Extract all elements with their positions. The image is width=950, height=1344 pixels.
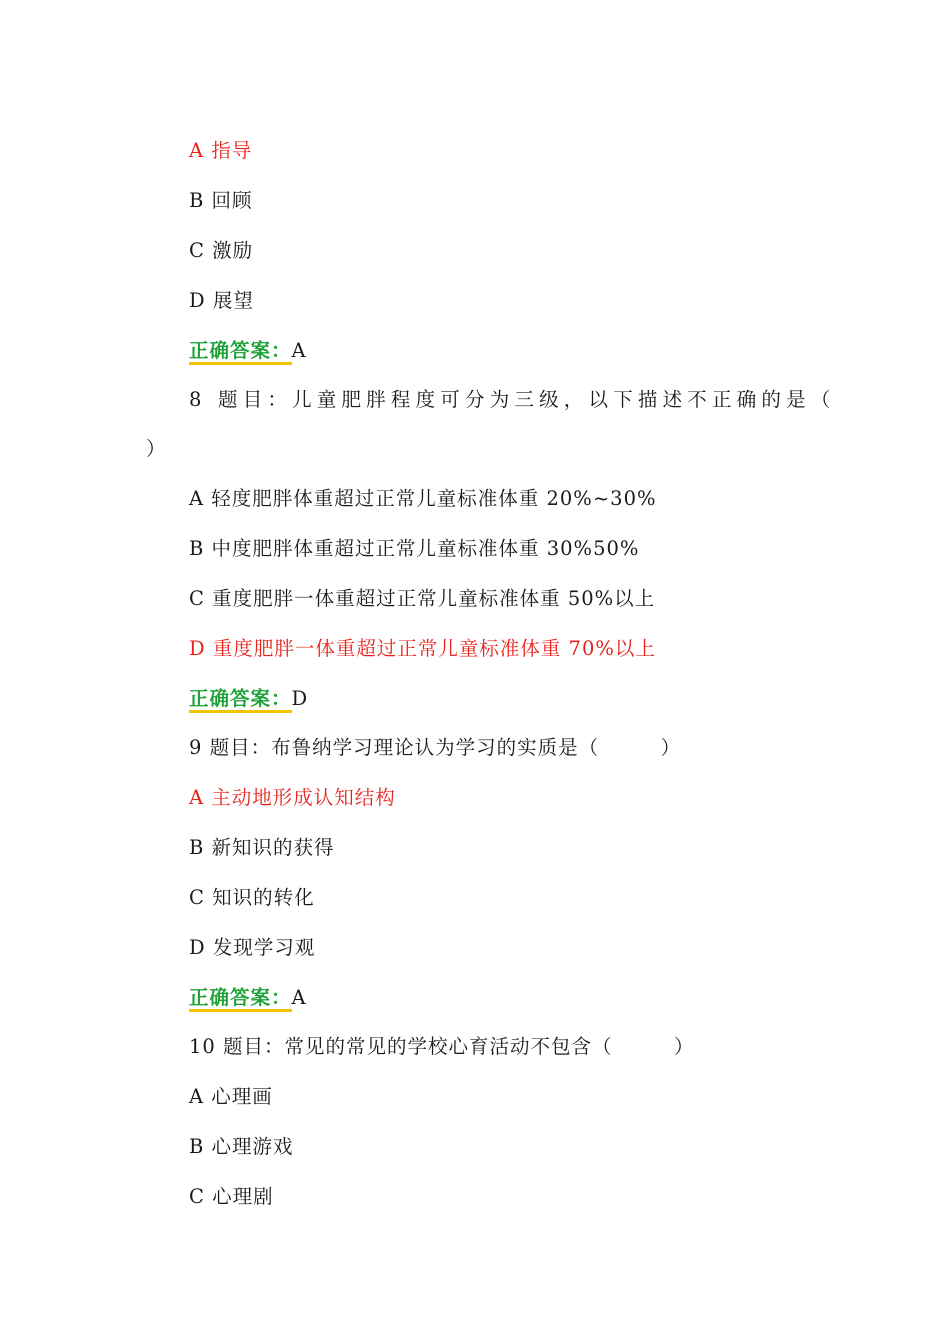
- q10-option-a: A 心理画: [189, 1085, 273, 1108]
- q9-answer: [189, 985, 307, 1011]
- q7-option-a-correct: A 指导: [189, 139, 253, 162]
- q8-option-c: C 重度肥胖一体重超过正常儿童标准体重 50%以上: [189, 587, 656, 610]
- q8-question-title-cont: ）: [146, 437, 167, 460]
- q10-question-title: 10 题目：常见的常见的学校心育活动不包含（ ）: [189, 1035, 695, 1058]
- q7-option-d: D 展望: [189, 289, 254, 312]
- answer-value: A: [291, 986, 307, 1009]
- answer-value: A: [291, 339, 307, 362]
- q7-answer: [189, 338, 307, 364]
- q9-option-a-correct: A 主动地形成认知结构: [189, 786, 396, 809]
- q10-option-c: C 心理剧: [189, 1185, 274, 1208]
- answer-label: 正确答案：: [189, 339, 292, 365]
- answer-value: D: [291, 687, 309, 710]
- answer-label: 正确答案：: [189, 687, 292, 713]
- q7-option-b: B 回顾: [189, 189, 253, 212]
- q8-answer: [189, 686, 308, 712]
- q7-option-c: C 激励: [189, 239, 254, 262]
- q9-option-c: C 知识的转化: [189, 886, 315, 909]
- answer-label: 正确答案：: [189, 986, 292, 1012]
- q8-option-a: A 轻度肥胖体重超过正常儿童标准体重 20%~30%: [189, 487, 657, 510]
- q10-option-b: B 心理游戏: [189, 1135, 294, 1158]
- q8-question-title: 8 题目：儿童肥胖程度可分为三级，以下描述不正确的是（: [189, 388, 836, 411]
- q8-option-b: B 中度肥胖体重超过正常儿童标准体重 30%50%: [189, 537, 640, 560]
- q9-question-title: 9 题目：布鲁纳学习理论认为学习的实质是（ ）: [189, 736, 682, 759]
- q9-option-d: D 发现学习观: [189, 936, 316, 959]
- q8-option-d-correct: D 重度肥胖一体重超过正常儿童标准体重 70%以上: [189, 637, 656, 660]
- q9-option-b: B 新知识的获得: [189, 836, 335, 859]
